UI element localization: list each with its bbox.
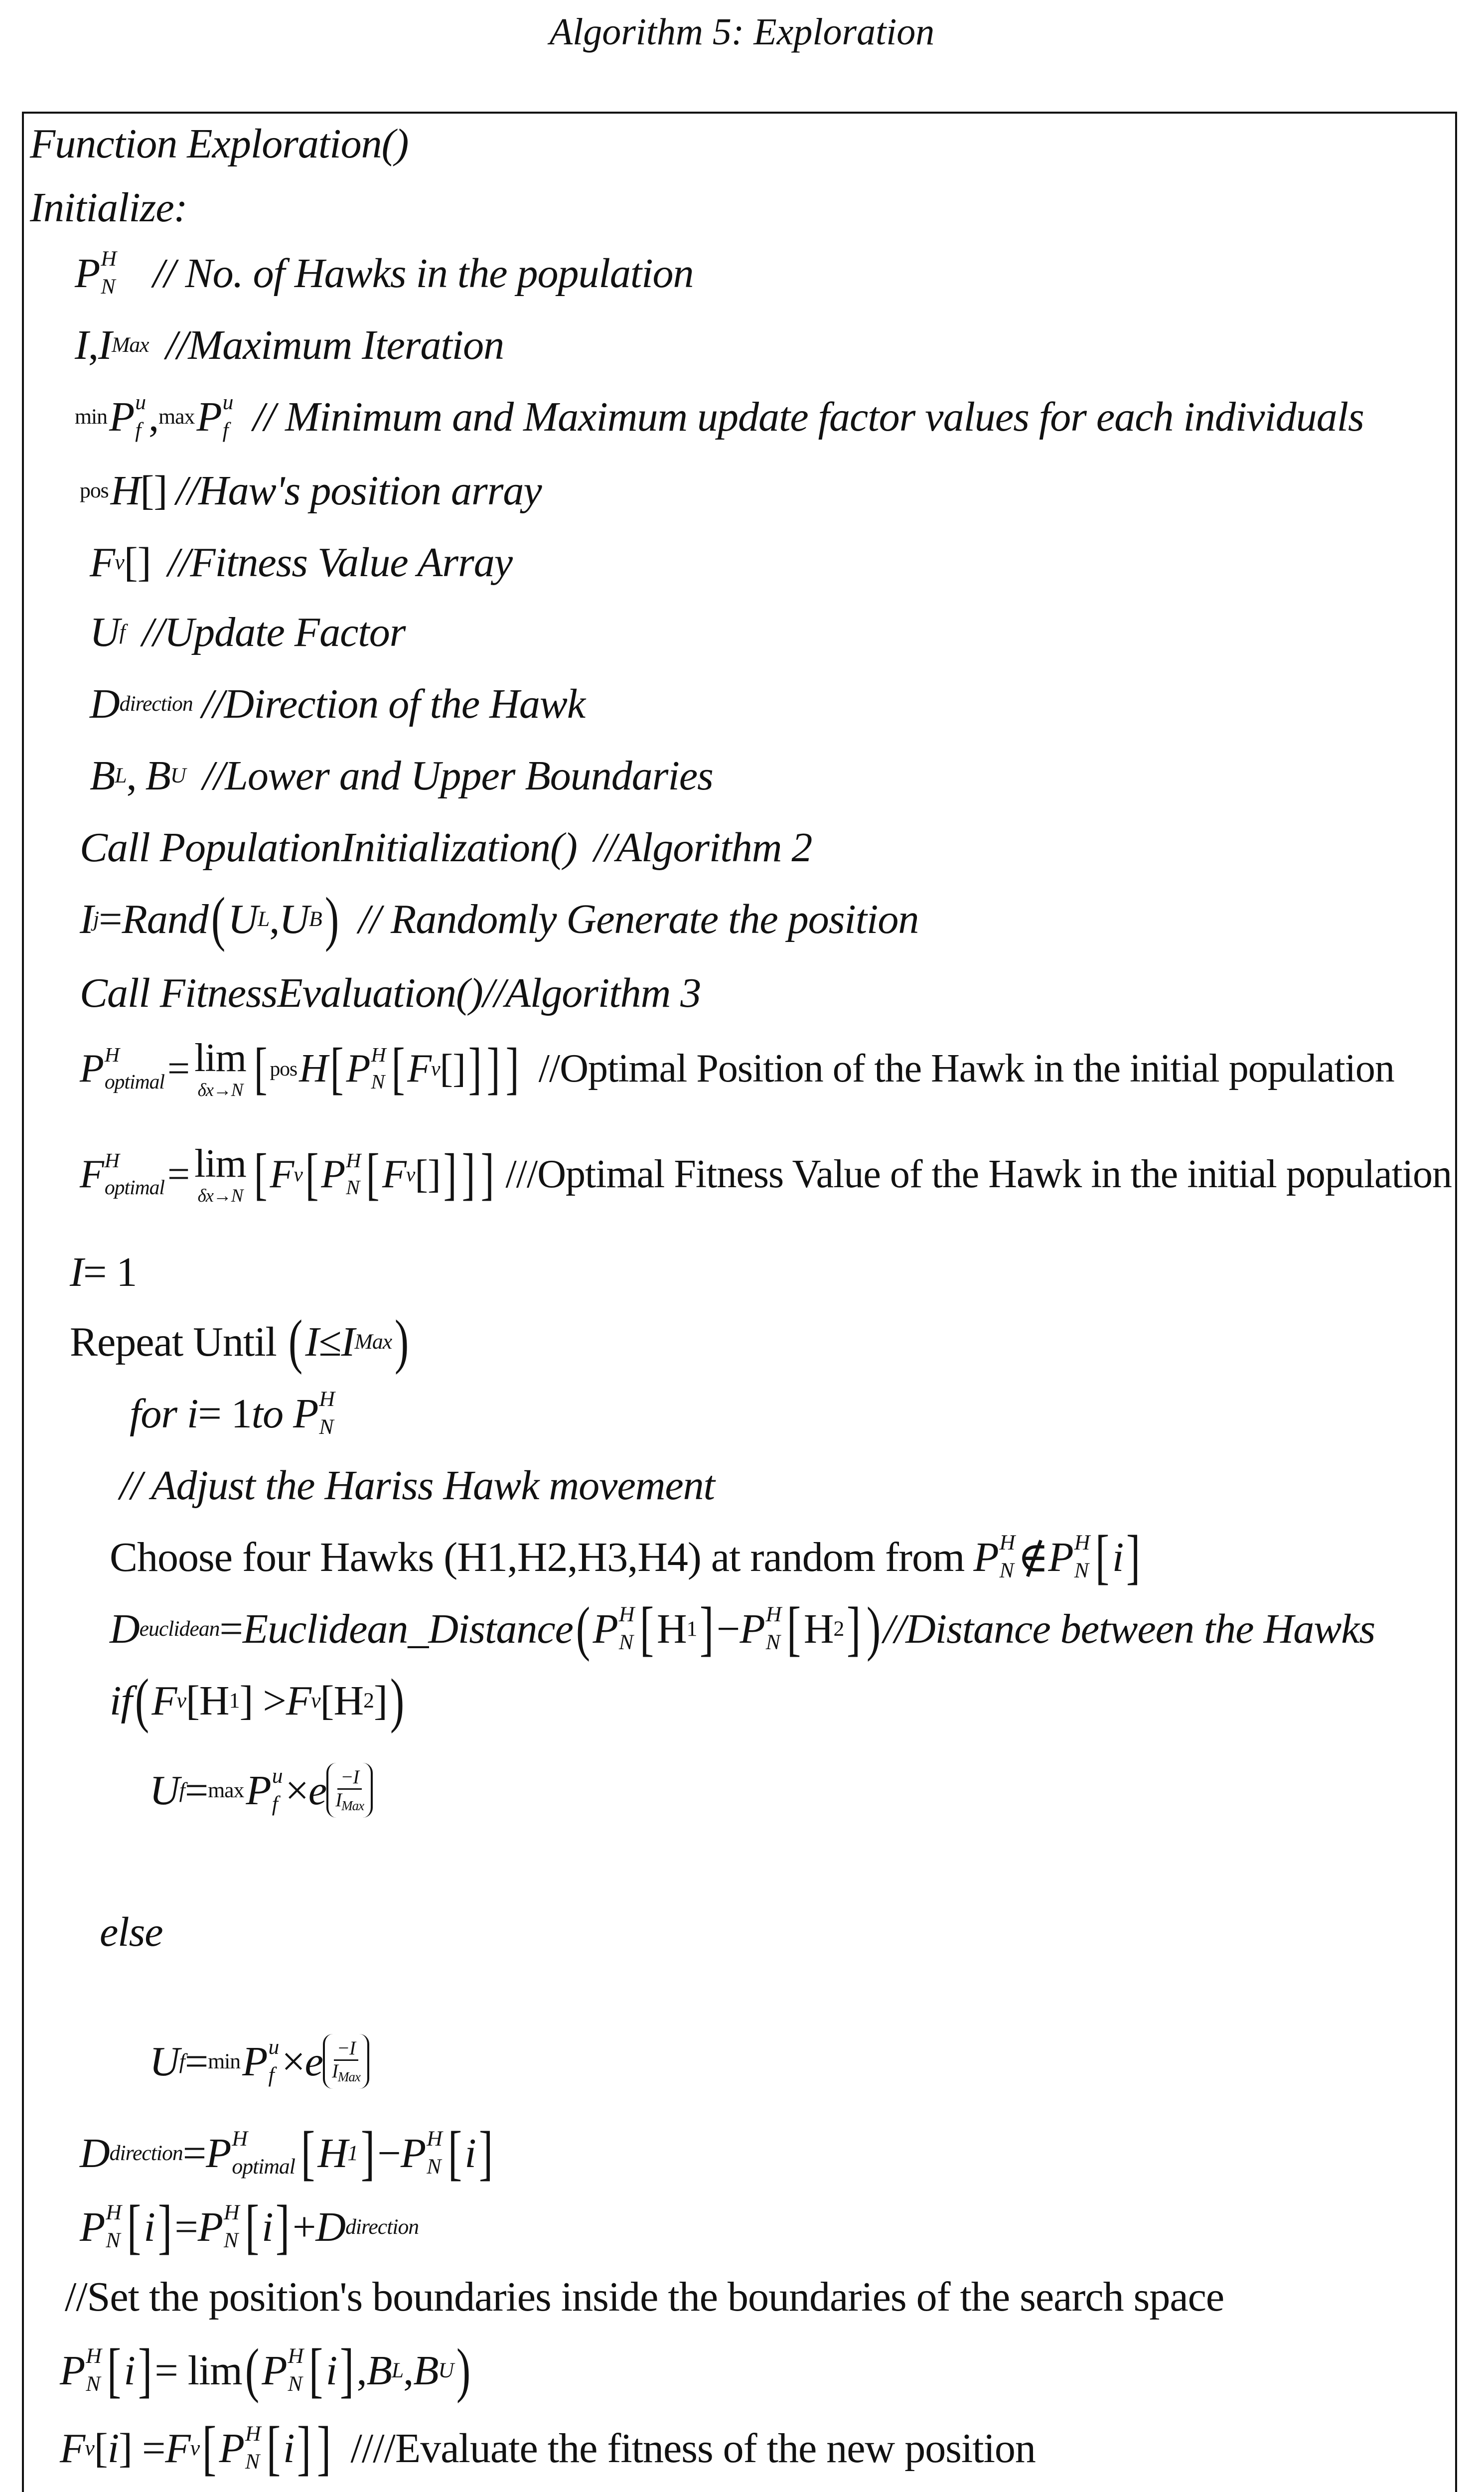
- init-iteration: I , I Max //Maximum Iteration: [75, 321, 504, 368]
- init-direction-comment: //Direction of the Hawk: [201, 680, 586, 727]
- boundary-comment-line: [65, 2257, 1224, 2336]
- adjust-comment: // Adjust the Hariss Hawk movement: [120, 1462, 715, 1509]
- optimal-fitness-init-comment: ///Optimal Fitness Value of the Hawk in the initial population: [505, 1152, 1452, 1196]
- init-update-range-comment: // Minimum and Maximum update factor values for each individuals: [253, 393, 1364, 440]
- set-iteration-one: I = 1: [70, 1248, 137, 1295]
- init-position-array: pos H [] //Haw's position array: [80, 467, 542, 514]
- euclidean-comment: //Distance between the Hawks: [883, 1605, 1375, 1652]
- else-text: else: [100, 1908, 163, 1955]
- call-population-init: [80, 807, 812, 887]
- adjust-comment-line: [120, 1445, 715, 1525]
- init-iteration-comment: //Maximum Iteration: [165, 321, 504, 368]
- init-population-comment: // No. of Hawks in the population: [152, 250, 694, 297]
- init-update-range: min P u f , max P u f // Minimum and Maximum update factor values for each individuals: [75, 390, 1364, 442]
- update-factor-min: U f = min P u f × e −I $I_{Max}$: [149, 2022, 369, 2101]
- update-factor-max: U f = max P u f × e −I $I_{Max}$: [149, 1750, 373, 1830]
- init-boundaries-comment: //Lower and Upper Boundaries: [202, 752, 713, 799]
- call-population-init-text: Call PopulationInitialization(): [80, 824, 577, 871]
- algorithm-caption: Algorithm 5: Exploration: [549, 11, 935, 53]
- call-fitness-eval-comment: //Algorithm 3: [482, 969, 701, 1016]
- fitness-evaluate-comment: ////Evaluate the fitness of the new position: [350, 2425, 1036, 2472]
- random-position-comment: // Randomly Generate the position: [358, 896, 919, 942]
- call-fitness-eval-text: Call FitnessEvaluation(): [80, 969, 483, 1016]
- initialize-text: Initialize:: [30, 184, 187, 231]
- fitness-evaluate: F v [ i ] = F v [ P H N [ i ] ] ////Evaluate the fitness of the new position: [60, 2414, 1036, 2482]
- function-header-text: Function Exploration(): [30, 120, 409, 167]
- choose-hawks-text: Choose four Hawks (H1,H2,H3,H4) at random from: [110, 1534, 965, 1580]
- optimal-fitness-init: F H optimal = lim δx→N [ F v [ P H N [ F v [] ] ] ] ///Optimal Fitness Value of the Hawk in the initial population: [80, 1141, 1452, 1206]
- repeat-until: Repeat Until ( I ≤ I Max ): [70, 1308, 409, 1376]
- init-population: P H N // No. of Hawks in the population: [75, 247, 694, 299]
- init-boundaries: B L , B U //Lower and Upper Boundaries: [90, 752, 713, 799]
- else-line: [100, 1892, 163, 1972]
- for-loop: for i = 1 to P H N: [130, 1387, 334, 1439]
- boundary-comment: //Set the position's boundaries inside the boundaries of the search space: [65, 2273, 1224, 2320]
- init-update-factor-comment: //Update Factor: [142, 609, 406, 655]
- call-population-init-comment: //Algorithm 2: [594, 824, 812, 871]
- position-clamp: P H N [ i ] = lim ( P H N [ i ] , B L , B U ): [60, 2336, 470, 2404]
- euclidean-distance: D euclidean = Euclidean_Distance ( P H N [ H 1 ] − P H N [ H 2 ] ) //Distance between the Hawks: [110, 1595, 1375, 1663]
- position-update: P H N [ i ] = P H N [ i ] + D direction: [80, 2193, 419, 2261]
- optimal-position-init-comment: //Optimal Position of the Hawk in the initial population: [538, 1046, 1394, 1090]
- euclidean-function: Euclidean_Distance: [242, 1605, 573, 1652]
- if-better-fitness: [70, 2490, 329, 2492]
- if-fitness-compare: if ( F v [H 1 ] > F v [H 2 ] ): [110, 1667, 404, 1734]
- choose-hawks: Choose four Hawks (H1,H2,H3,H4) at random from P H N ∉ P H N [ i ]: [110, 1523, 1140, 1591]
- init-fitness-array: F v [] //Fitness Value Array: [90, 539, 513, 586]
- repeat-until-text: Repeat Until: [70, 1318, 277, 1365]
- init-fitness-comment: //Fitness Value Array: [167, 539, 513, 586]
- init-update-factor: U f //Update Factor: [90, 609, 406, 655]
- random-position: I j = Rand ( U L , U B ) // Randomly Generate the position: [80, 885, 919, 953]
- direction-update: D direction = P H optimal [ H 1 ] − P H N [ i ]: [80, 2119, 493, 2187]
- init-direction: D direction //Direction of the Hawk: [90, 680, 586, 727]
- init-position-comment: //Haw's position array: [176, 467, 542, 514]
- optimal-position-init: P H optimal = lim δx→N [ pos H [ P H N [ F v [] ] ] ] //Optimal Position of the Hawk in the initial population: [80, 1036, 1394, 1100]
- call-fitness-eval: [80, 953, 701, 1033]
